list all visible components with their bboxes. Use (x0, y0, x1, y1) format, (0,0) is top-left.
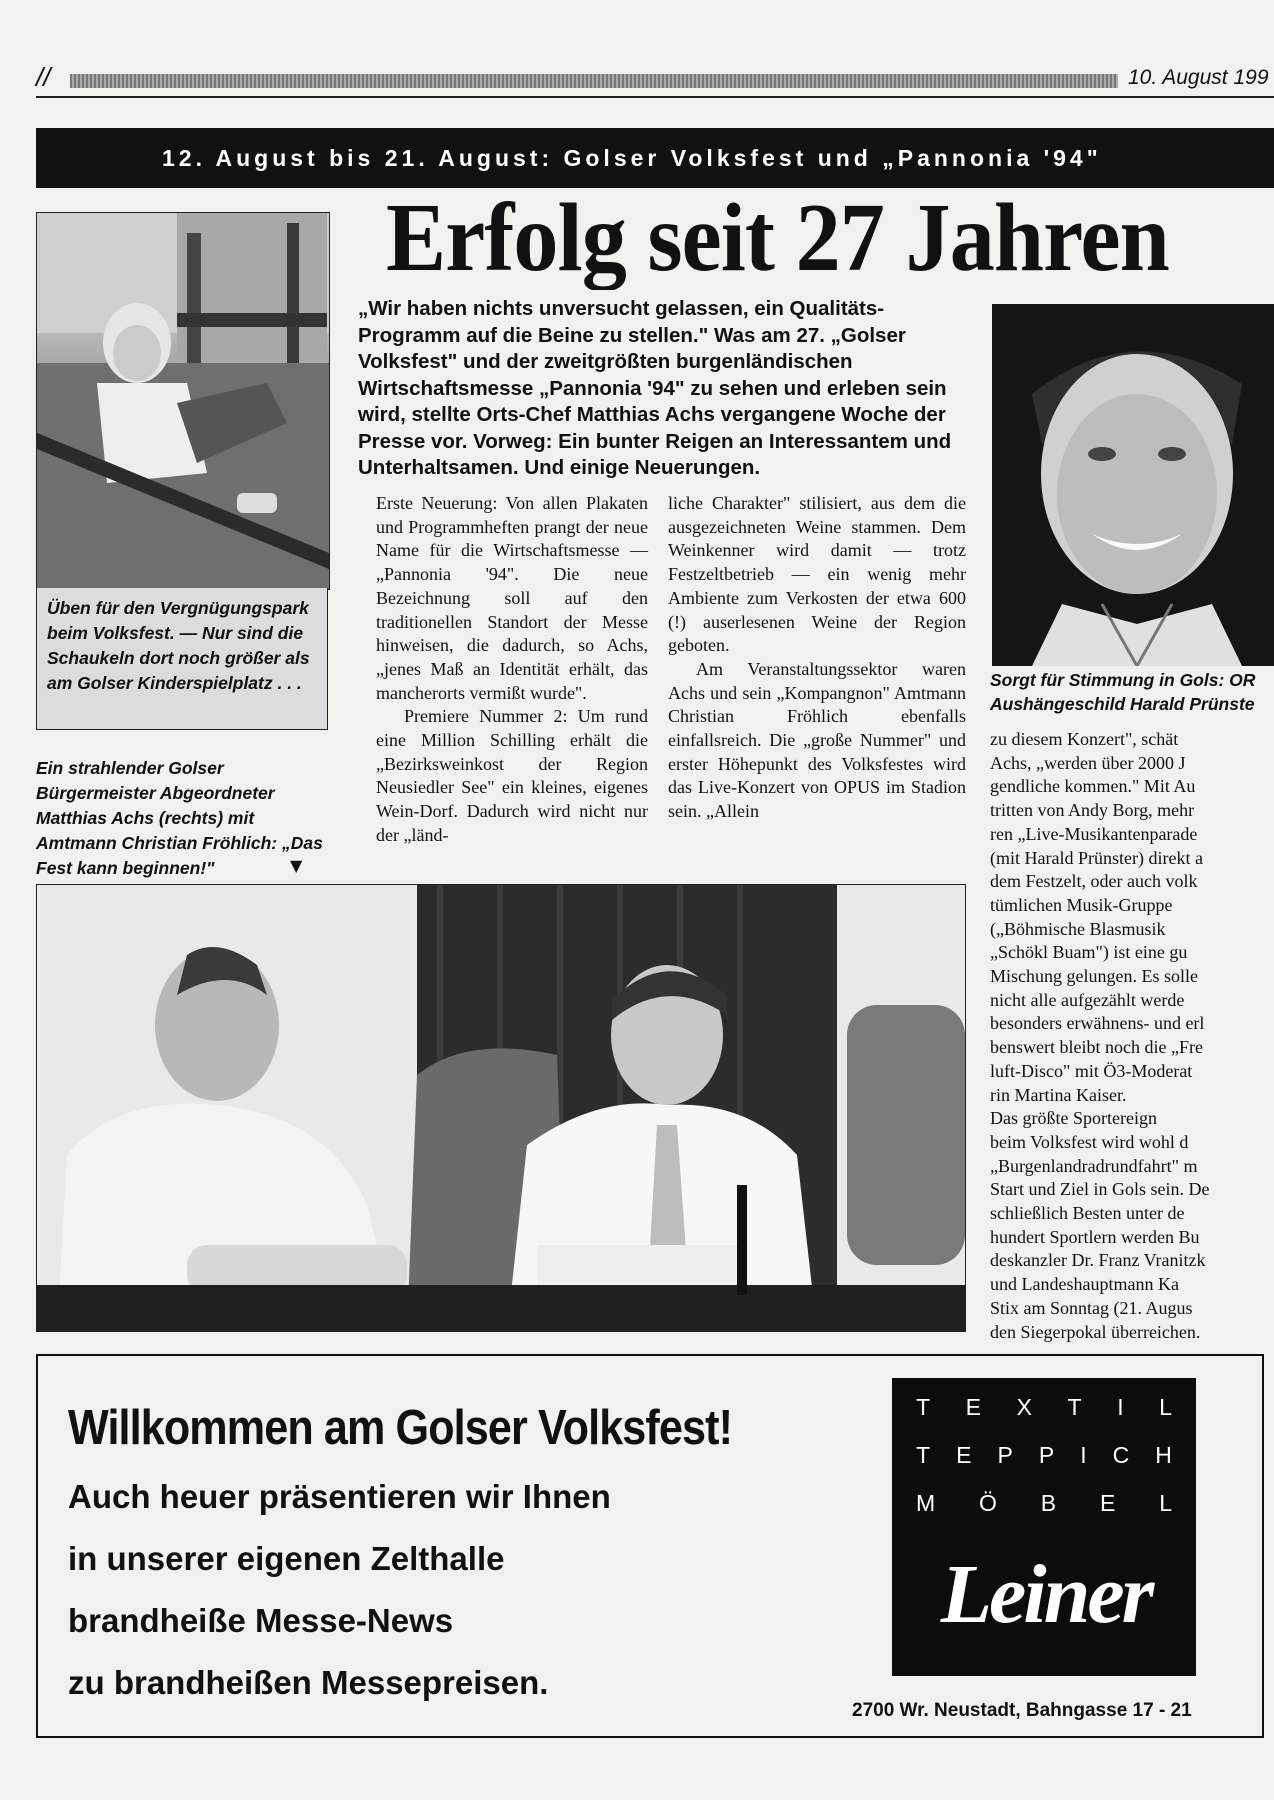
header-slashes: // (36, 62, 51, 92)
logo-letter: B (1040, 1490, 1057, 1516)
column-line: hundert Sportlern werden Bu (990, 1226, 1200, 1247)
column-line: besonders erwähnens- und erl (990, 1013, 1205, 1034)
column-line: „Schökl Buam") ist eine gu (990, 942, 1188, 963)
logo-letter: T (916, 1394, 931, 1420)
column-line: tritten von Andy Borg, mehr (990, 800, 1195, 821)
column-line: benswert bleibt noch die „Fre (990, 1037, 1203, 1058)
photo-girl-on-swing (36, 212, 330, 590)
column-line: Start und Ziel in Gols sein. De (990, 1179, 1210, 1200)
logo-letter: P (1038, 1442, 1055, 1468)
column-line: rin Martina Kaiser. (990, 1084, 1127, 1105)
logo-letter: I (1117, 1394, 1124, 1420)
caption-arrow-icon: ▼ (290, 856, 303, 875)
column-line: nicht alle aufgezählt werde (990, 989, 1185, 1010)
article-lead: „Wir haben nichts unversucht gelassen, ein Qualitäts-Programm auf die Beine zu stellen." Was am 27. „Golser Volksfest" und der zweitgrößten burgenländischen Wirtschaftsmesse „Pannonia '94" zu sehen und erleben sein wird, stellte Orts-Chef Matthias Achs vergangene Woche der Presse vor. Vorweg: Ein bunter Reigen an Interessantem und Unterhaltsamen. Und einige Neuerungen. (358, 297, 952, 479)
logo-letter: L (1159, 1490, 1172, 1516)
section-banner: 12. August bis 21. August: Golser Volksfest und „Pannonia '94" (36, 128, 1274, 188)
column-line: Stix am Sonntag (21. Augus (990, 1297, 1193, 1318)
column-line: deskanzler Dr. Franz Vranitzk (990, 1250, 1206, 1271)
logo-letter: Ö (979, 1490, 997, 1516)
caption-man-line-2: Aushängeschild Harald Prünste (990, 694, 1255, 714)
column-line: ren „Live-Musikantenparade (990, 823, 1198, 844)
paragraph: Am Veranstaltungssektor waren Achs und sein „Kompangnon" Amtmann Christian Fröhlich ebenfalls einfallsreich. Die „große Nummer" und erster Höhepunkt des Volksfestes wird das Live-Konzert von OPUS im Stadion sein. „Allein (668, 658, 966, 822)
ad-line: zu brandheißen Messepreisen. (68, 1664, 549, 1701)
header-rule (36, 96, 1274, 98)
column-line: Das größte Sportereign (990, 1108, 1157, 1129)
logo-letter: L (1159, 1394, 1172, 1420)
logo-line-textil (916, 1394, 1172, 1421)
caption-officials: Ein strahlender Golser Bürgermeister Abgeordneter Matthias Achs (rechts) mit Amtmann Christian Fröhlich: „Das Fest kann beginnen!" (36, 758, 323, 878)
article-headline: Erfolg seit 27 Jahren (386, 186, 1169, 290)
paragraph: Premiere Nummer 2: Um rund eine Million Schilling erhält die „Bezirksweinkost der Region Neusiedler See" ein kleines, eigenes Wein-Dorf. Dadurch wird nicht nur der „länd- (376, 706, 648, 845)
ad-address: 2700 Wr. Neustadt, Bahngasse 17 - 21 (852, 1700, 1192, 1721)
logo-letter: I (1080, 1442, 1087, 1468)
logo-letter: H (1155, 1442, 1172, 1468)
column-line: luft-Disco" mit Ö3-Moderat (990, 1060, 1193, 1081)
article-column-1 (376, 492, 648, 848)
caption-man-line-1: Sorgt für Stimmung in Gols: OR (990, 670, 1256, 690)
logo-letter: M (916, 1490, 936, 1516)
column-line: Achs, „werden über 2000 J (990, 752, 1186, 773)
column-line: schließlich Besten unter de (990, 1203, 1185, 1224)
header-bar (70, 74, 1118, 88)
column-line: zu diesem Konzert", schät (990, 729, 1179, 749)
photo-mayor-and-official (36, 884, 966, 1332)
ad-line: brandheiße Messe-News (68, 1602, 454, 1639)
column-line: beim Volksfest wird wohl d (990, 1131, 1189, 1152)
leiner-logo (892, 1378, 1196, 1676)
column-line: „Burgenlandradrundfahrt" m (990, 1155, 1198, 1176)
logo-line-moebel (916, 1490, 1172, 1517)
column-line: dem Festzelt, oder auch volk (990, 871, 1198, 892)
column-line: („Böhmische Blasmusik (990, 918, 1166, 939)
column-line: (mit Harald Prünster) direkt a (990, 847, 1203, 868)
photo-harald-pruenster (992, 304, 1274, 666)
logo-letter: T (916, 1442, 931, 1468)
logo-brand: Leiner (940, 1548, 1152, 1641)
column-line: den Siegerpokal überreichen. (990, 1321, 1201, 1342)
ad-line: Auch heuer präsentieren wir Ihnen (68, 1478, 611, 1515)
column-line: und Landeshauptmann Ka (990, 1274, 1179, 1295)
caption-man (990, 668, 1274, 716)
paragraph: liche Charakter" stilisiert, aus dem die ausgezeichneten Weine stammen. Dem Weinkenner wird damit — trotz Festzeltbetrieb — ein wenig mehr Ambiente zum Verkosten der etwa 600 (!) auserlesenen Weine der Region geboten. (668, 493, 966, 656)
ad-line: in unserer eigenen Zelthalle (68, 1540, 505, 1577)
logo-letter: E (956, 1442, 972, 1468)
column-line: gendliche kommen." Mit Au (990, 776, 1196, 797)
caption-girl: Üben für den Vergnügungspark beim Volksfest. — Nur sind die Schaukeln dort noch größer als am Golser Kinderspielplatz . . . (36, 588, 328, 730)
logo-letter: E (1099, 1490, 1116, 1516)
ad-title: Willkommen am Golser Volksfest! (68, 1401, 733, 1455)
logo-letter: X (1016, 1394, 1032, 1420)
article-column-2 (668, 492, 966, 824)
logo-letter: C (1112, 1442, 1130, 1468)
column-line: tümlichen Musik-Gruppe (990, 894, 1173, 915)
logo-line-teppich (916, 1442, 1172, 1469)
logo-letter: P (997, 1442, 1013, 1468)
issue-date: 10. August 199 (1128, 66, 1269, 89)
logo-letter: E (965, 1394, 981, 1420)
paragraph: Erste Neuerung: Von allen Plakaten und Programmheften prangt der neue Name für die Wirtschaftsmesse — „Pannonia '94". Die neue Bezeichnung soll auf den traditionellen Standort der Messe hinweisen, die dadurch, so Achs, „jenes Maß an Identität erhält, das mancherorts vermißt wurde". (376, 493, 648, 703)
column-line: Mischung gelungen. Es solle (990, 966, 1198, 987)
article-column-3 (990, 728, 1274, 1344)
logo-letter: T (1067, 1394, 1082, 1420)
